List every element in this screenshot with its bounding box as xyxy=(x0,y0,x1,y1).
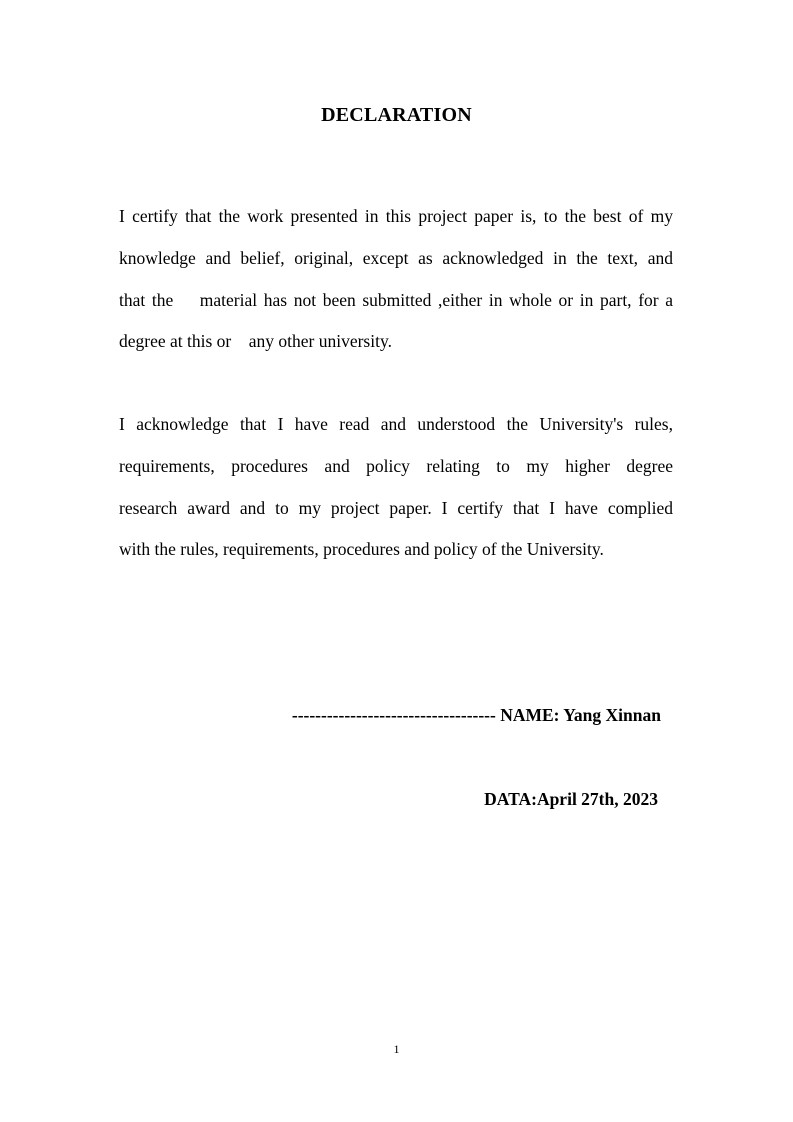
page-number: 1 xyxy=(393,1042,400,1056)
paragraph-2-line-2: requirements, procedures and policy relating to my higher degree xyxy=(119,456,673,476)
page-title: DECLARATION xyxy=(321,104,472,126)
paragraph-1-line-1: I certify that the work presented in this project paper is, to the best of my xyxy=(119,206,673,226)
paragraph-2-line-1: I acknowledge that I have read and understood the University's rules, xyxy=(119,414,673,434)
paragraph-1-line-2: knowledge and belief, original, except as acknowledged in the text, and xyxy=(119,248,673,268)
signature-date-line: DATA:April 27th, 2023 xyxy=(484,789,658,809)
paragraph-2-line-4: with the rules, requirements, procedures and policy of the University. xyxy=(119,539,604,559)
signature-name-line: ----------------------------------- NAME: Yang Xinnan xyxy=(291,705,661,725)
paragraph-1-line-3: that the material has not been submitted ,either in whole or in part, for a xyxy=(119,290,673,310)
paragraph-1-line-4: degree at this or any other university. xyxy=(119,331,392,351)
paragraph-2-line-3: research award and to my project paper. I certify that I have complied xyxy=(119,498,673,518)
